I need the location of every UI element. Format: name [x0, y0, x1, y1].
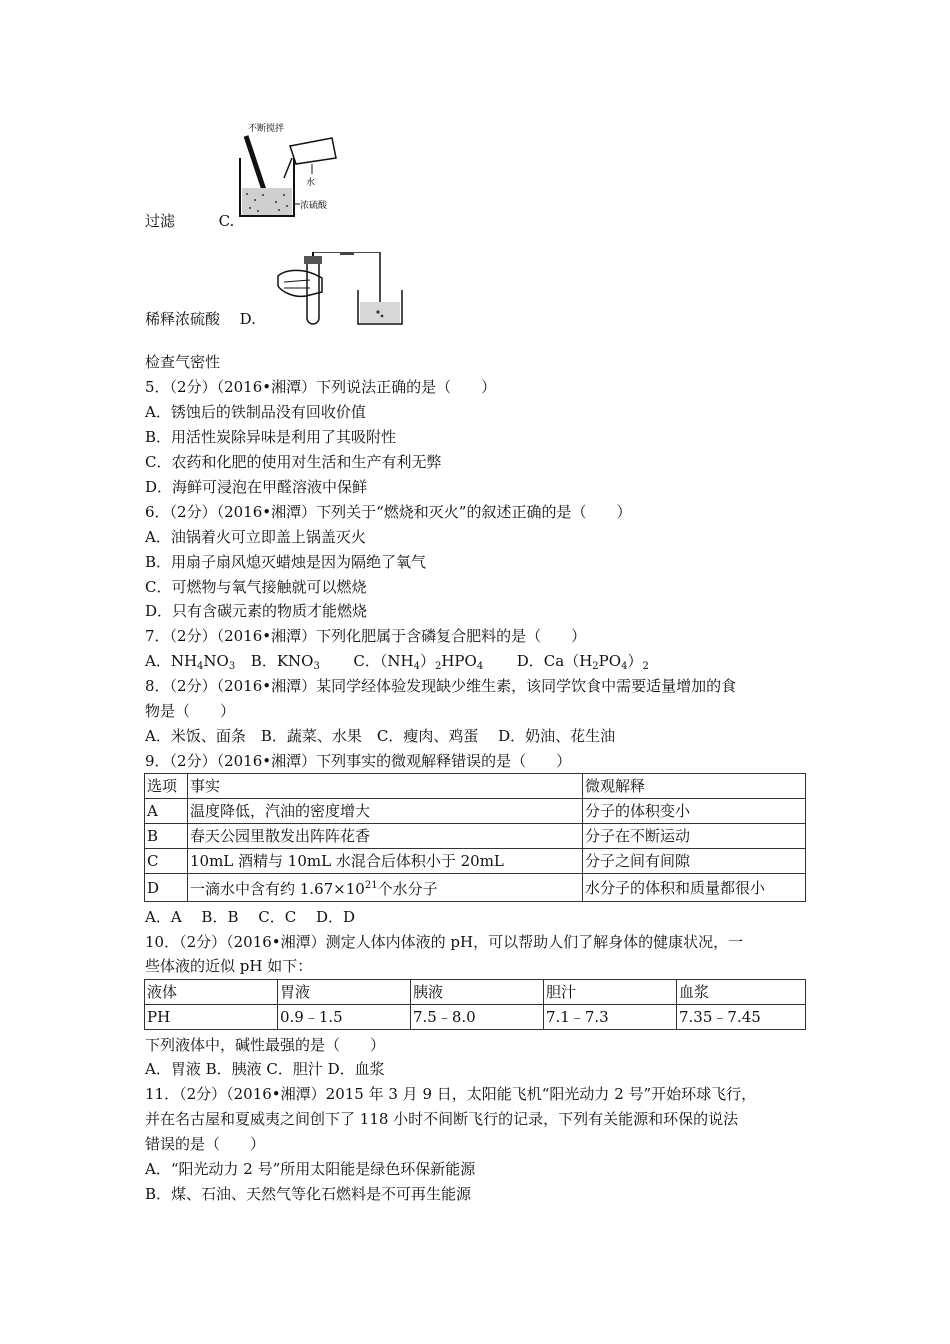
q5-option-d: D．海鲜可浸泡在甲醛溶液中保鲜 [145, 478, 368, 496]
stir-label: 不断搅拌 [248, 124, 285, 134]
q5-stem: 5．（2分）（2016•湘潭）下列说法正确的是（ ） [145, 378, 497, 396]
q11-option-b: B．煤、石油、天然气等化石燃料是不可再生能源 [145, 1185, 472, 1203]
table-cell: C [145, 849, 188, 874]
table-cell: 7.5﹣8.0 [411, 1005, 544, 1030]
q8-options: A．米饭、面条 B．蔬菜、水果 C．瘦肉、鸡蛋 D．奶油、花生油 [145, 727, 616, 745]
table-header-cell: 胃液 [278, 980, 411, 1005]
q11-stem-line1: 11．（2分）（2016•湘潭）2015 年 3 月 9 日，太阳能飞机“阳光动力 2 号”开始环球飞行， [145, 1085, 757, 1103]
stopper [304, 256, 322, 264]
q8-stem-line2: 物是（ ） [145, 702, 236, 720]
table-cell: 7.35﹣7.45 [677, 1005, 806, 1030]
q9-options: A．A B．B C．C D．D [145, 908, 356, 926]
table-row [145, 1005, 806, 1030]
q10-table [144, 979, 806, 1030]
airtightness-figure [270, 252, 410, 328]
dilution-figure [232, 118, 352, 222]
q7-option-d: D．$Ca(H_2PO_4)_2$ [516, 652, 649, 672]
q11-option-a: A．“阳光动力 2 号”所用太阳能是绿色环保新能源 [145, 1160, 476, 1178]
table-header-cell: 胆汁 [544, 980, 677, 1005]
filter-text: 过滤 [145, 212, 176, 230]
option-c-label: C. [218, 212, 235, 230]
q10-stem-line1: 10．（2分）（2016•湘潭）测定人体内体液的 pH，可以帮助人们了解身体的健康状况，一 [145, 933, 744, 951]
q9-stem: 9．（2分）（2016•湘潭）下列事实的微观解释错误的是（ ） [145, 752, 572, 770]
q5-option-a: A．锈蚀后的铁制品没有回收价值 [145, 403, 366, 421]
q7-option-c: C．$(NH_4)_2HPO_4$ [353, 652, 484, 672]
option-b-caption [145, 210, 234, 232]
table-header-cell: 事实 [188, 774, 583, 799]
q6-option-b: B．用扇子扇风熄灭蜡烛是因为隔绝了氧气 [145, 553, 427, 571]
table-cell: 0.9﹣1.5 [278, 1005, 411, 1030]
acid-liquid [242, 188, 292, 215]
q6-stem: 6．（2分）（2016•湘潭）下列关于“燃烧和灭火”的叙述正确的是（ ） [145, 503, 632, 521]
hand [278, 270, 322, 296]
table-cell: B [145, 824, 188, 849]
q7-options [145, 650, 649, 678]
table-cell: 10mL 酒精与 10mL 水混合后体积小于 20mL [188, 849, 583, 874]
table-cell: PH [145, 1005, 278, 1030]
table-header-cell: 液体 [145, 980, 278, 1005]
q6-option-d: D．只有含碳元素的物质才能燃烧 [145, 602, 368, 620]
table-header-row [145, 980, 806, 1005]
table-cell: A [145, 799, 188, 824]
table-cell: 分子的体积变小 [583, 799, 806, 824]
table-cell: 温度降低，汽油的密度增大 [188, 799, 583, 824]
table-cell: D [145, 874, 188, 902]
q11-stem-line3: 错误的是（ ） [145, 1135, 266, 1153]
table-cell: 7.1﹣7.3 [544, 1005, 677, 1030]
table-cell: 水分子的体积和质量都很小 [583, 874, 806, 902]
table-header-cell: 微观解释 [583, 774, 806, 799]
q11-stem-line2: 并在名古屋和夏威夷之间创下了 118 小时不间断飞行的记录，下列有关能源和环保的说法 [145, 1110, 739, 1128]
table-cell: 分子在不断运动 [583, 824, 806, 849]
water-beaker [290, 138, 336, 164]
table-cell: 一滴水中含有约 $1.67\times 10^{21}$个水分子 [188, 874, 583, 902]
q6-option-c: C．可燃物与氧气接触就可以燃烧 [145, 578, 367, 596]
q8-stem-line1: 8．（2分）（2016•湘潭）某同学经体验发现缺少维生素，该同学饮食中需要适量增加的食 [145, 677, 737, 695]
table-cell: 分子之间有间隙 [583, 849, 806, 874]
table-cell: 春天公园里散发出阵阵花香 [188, 824, 583, 849]
q7-option-a: A．$NH_4NO_3$ [145, 652, 236, 672]
q5-option-b: B．用活性炭除异味是利用了其吸附性 [145, 428, 397, 446]
acid-label: 浓硫酸 [300, 201, 328, 211]
dilute-text: 稀释浓硫酸 [145, 310, 221, 328]
table-header-cell: 胰液 [411, 980, 544, 1005]
q7-stem: 7．（2分）（2016•湘潭）下列化肥属于含磷复合肥料的是（ ） [145, 627, 587, 645]
table-row [145, 799, 806, 824]
q10-stem-line2: 些体液的近似 pH 如下： [145, 957, 313, 975]
table-row [145, 874, 806, 902]
q9-table [144, 773, 806, 902]
q6-option-a: A．油锅着火可立即盖上锅盖灭火 [145, 528, 366, 546]
delivery-tube [313, 252, 380, 306]
table-header-cell: 血浆 [677, 980, 806, 1005]
option-c-caption [145, 308, 256, 330]
q10-options: A．胃液 B．胰液 C．胆汁 D．血浆 [145, 1060, 385, 1078]
option-d-label: D. [239, 310, 256, 328]
table-row [145, 849, 806, 874]
q10-question: 下列液体中，碱性最强的是（ ） [145, 1036, 386, 1054]
q5-option-c: C．农药和化肥的使用对生活和生产有利无弊 [145, 453, 442, 471]
q7-option-b: B．$KNO_3$ [250, 652, 320, 672]
table-header-cell: 选项 [145, 774, 188, 799]
water-label: 水 [306, 178, 316, 188]
option-d-caption: 检查气密性 [145, 353, 221, 371]
table-header-row [145, 774, 806, 799]
table-row [145, 824, 806, 849]
